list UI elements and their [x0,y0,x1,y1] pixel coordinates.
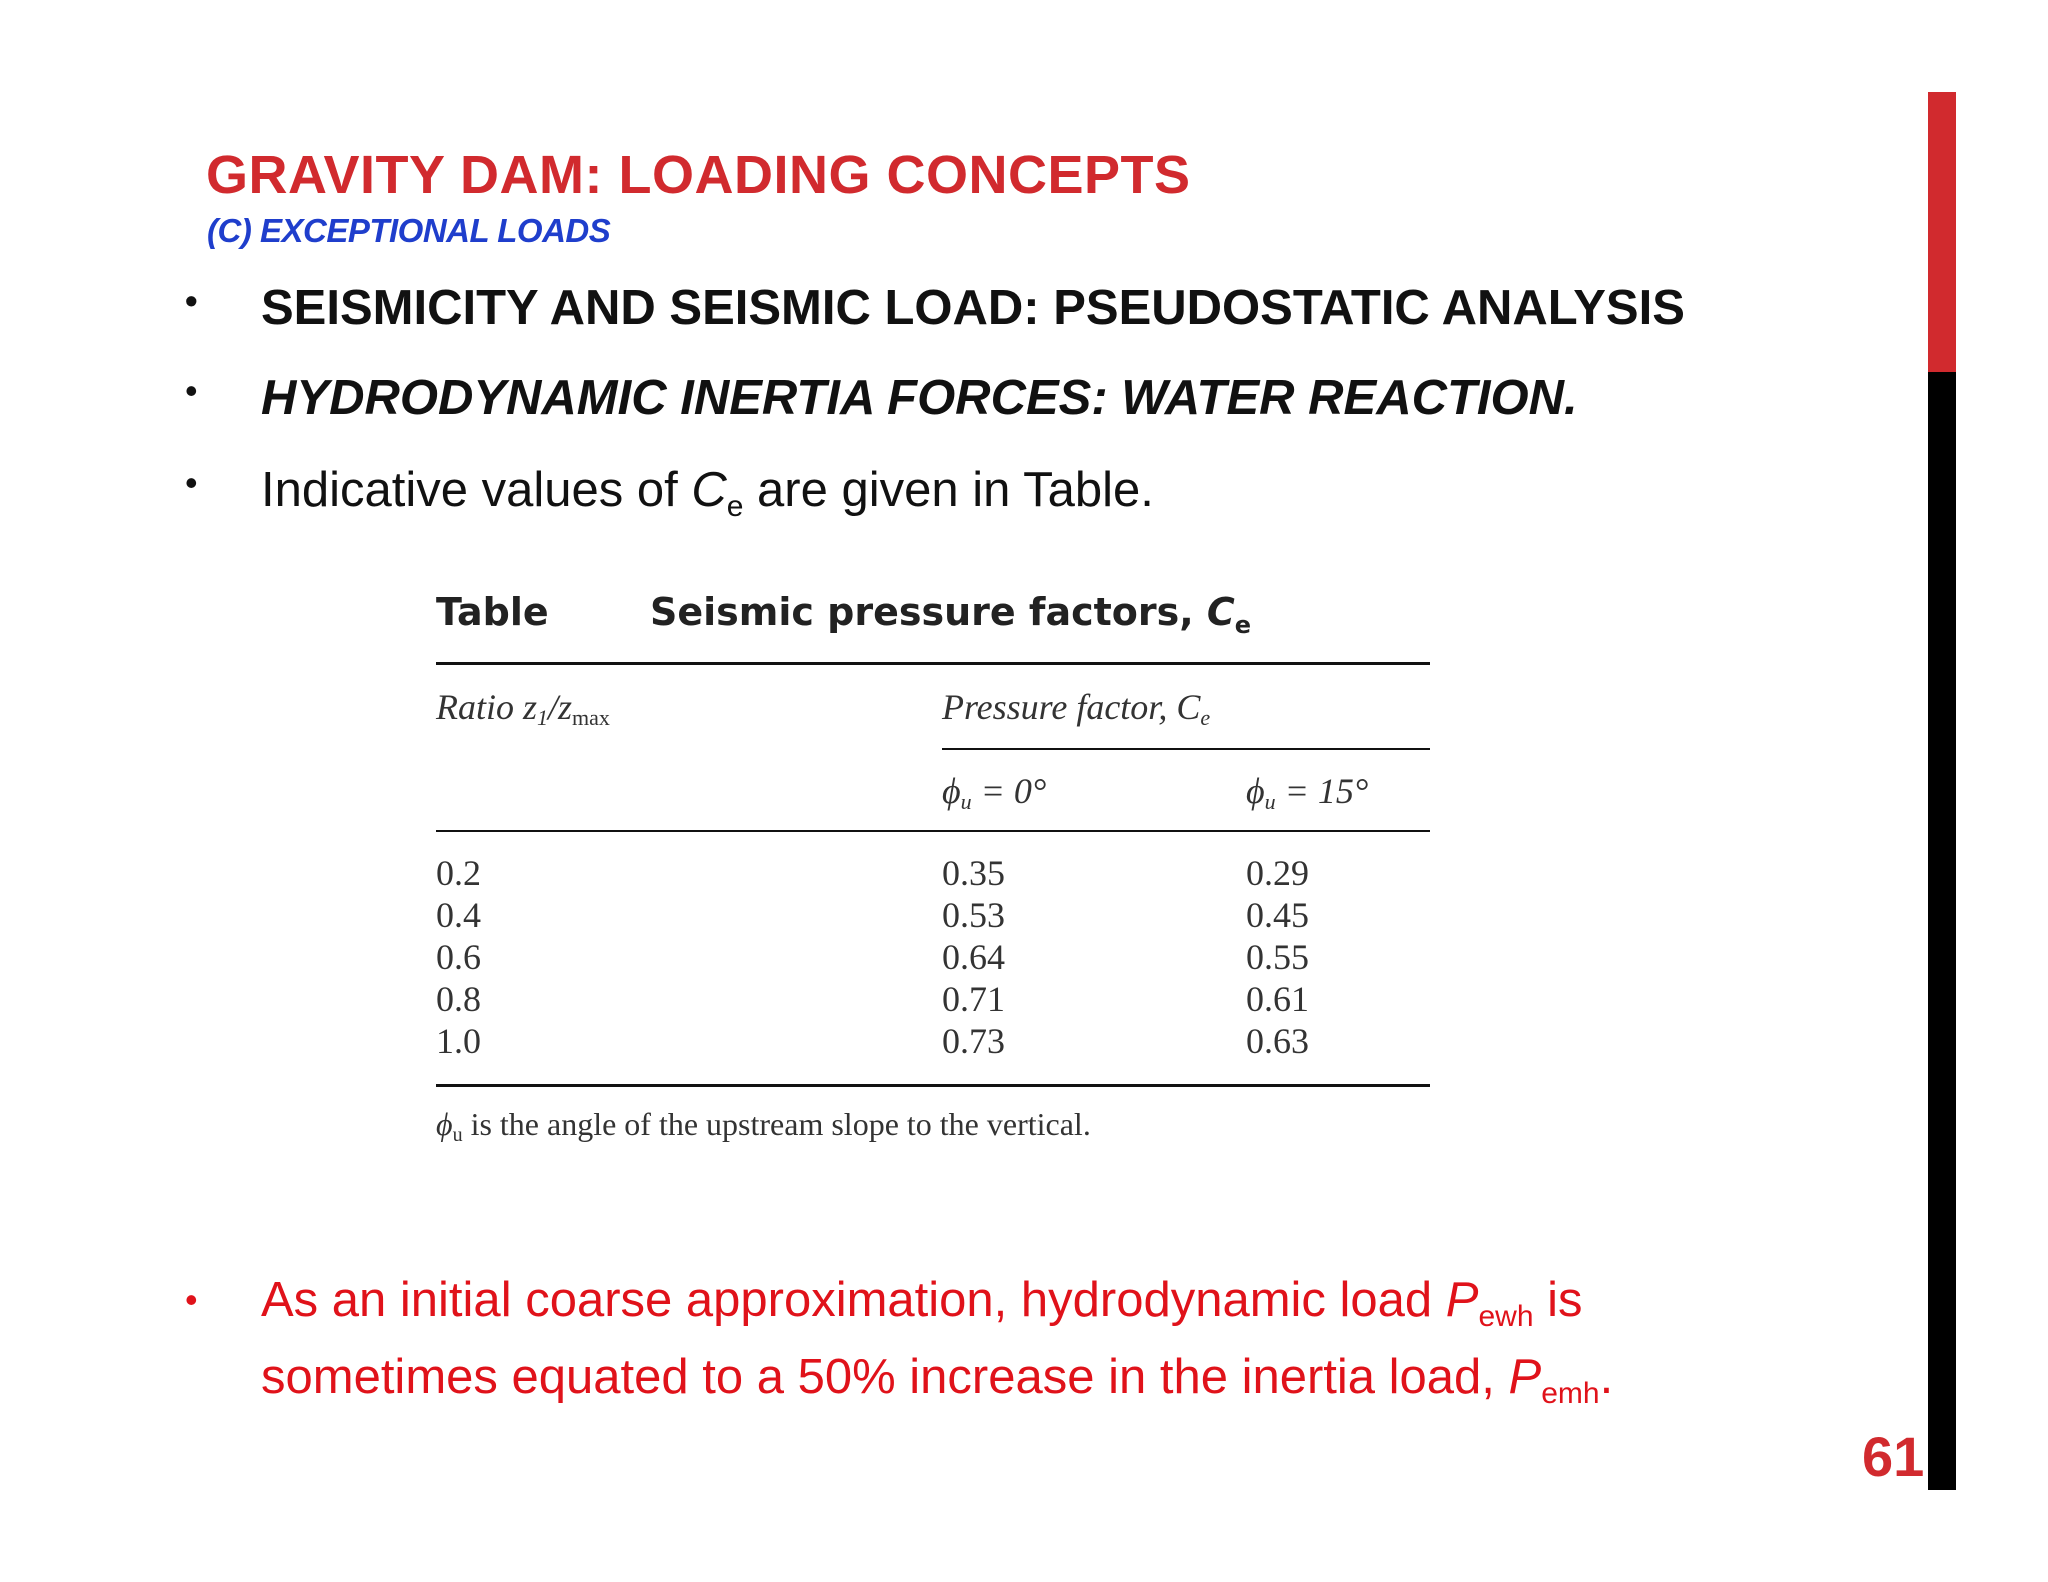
table-rule-bottom [436,1084,1430,1087]
slide-subtitle: (C) EXCEPTIONAL LOADS [207,212,611,249]
column-ratio-values [436,852,481,1062]
table-cell: 0.71 [942,979,1005,1019]
table-cell: 1.0 [436,1021,481,1061]
column-phi15-values [1246,852,1309,1062]
accent-bar-black [1928,372,1956,1490]
table-cell: 0.64 [942,937,1005,977]
table-cell: 0.29 [1246,853,1309,893]
bullet-text: Indicative values of $C_e$ are given in Table. [261,463,1154,523]
table-cell: 0.61 [1246,979,1309,1019]
table-cell: 0.2 [436,853,481,893]
table-cell: 0.35 [942,853,1005,893]
column-header-pressure-factor: Pressure factor, $C_e$ [942,687,1211,730]
table-rule-body-top [436,830,1430,832]
table-cell: 0.53 [942,895,1005,935]
table-cell: 0.63 [1246,1021,1309,1061]
table-footnote: $\phi_u$ is the angle of the upstream slope to the vertical. [436,1106,1091,1146]
table-cell: 0.55 [1246,937,1309,977]
slide-title: GRAVITY DAM: LOADING CONCEPTS [206,145,1191,205]
table-cell: 0.6 [436,937,481,977]
table-cell: 0.45 [1246,895,1309,935]
column-header-phi-15: $\phi_u = 15^\circ$ [1246,771,1369,814]
column-header-phi-0: $\phi_u = 0^\circ$ [942,771,1047,814]
bullet-text: HYDRODYNAMIC INERTIA FORCES: WATER REACTION. [261,371,1578,425]
table-title: Seismic pressure factors, $C_e$ [650,590,1252,639]
table-cell: 0.8 [436,979,481,1019]
accent-bar-red [1928,92,1956,372]
bullet-dot-icon: • [185,1279,198,1320]
column-phi0-values [942,852,1005,1062]
table-cell: 0.4 [436,895,481,935]
column-header-ratio: Ratio $z_1/z_{max}$ [436,687,610,730]
bullet-dot-icon: • [185,280,198,321]
bullet-dot-icon: • [185,462,198,503]
bullet-dot-icon: • [185,370,198,411]
page-number: 61 [1862,1425,1925,1488]
table-rule-top [436,662,1430,665]
table-cell: 0.73 [942,1021,1005,1061]
table-rule-header [942,748,1430,750]
bullet-text: SEISMICITY AND SEISMIC LOAD: PSEUDOSTATIC ANALYSIS [261,281,1685,335]
table-label: Table [436,590,549,634]
bullet-text: As an initial coarse approximation, hydrodynamic load $P_{ewh}$ is sometimes equated to a 50% increase in the inertia load, $P_{emh}$. [261,1273,1614,1410]
